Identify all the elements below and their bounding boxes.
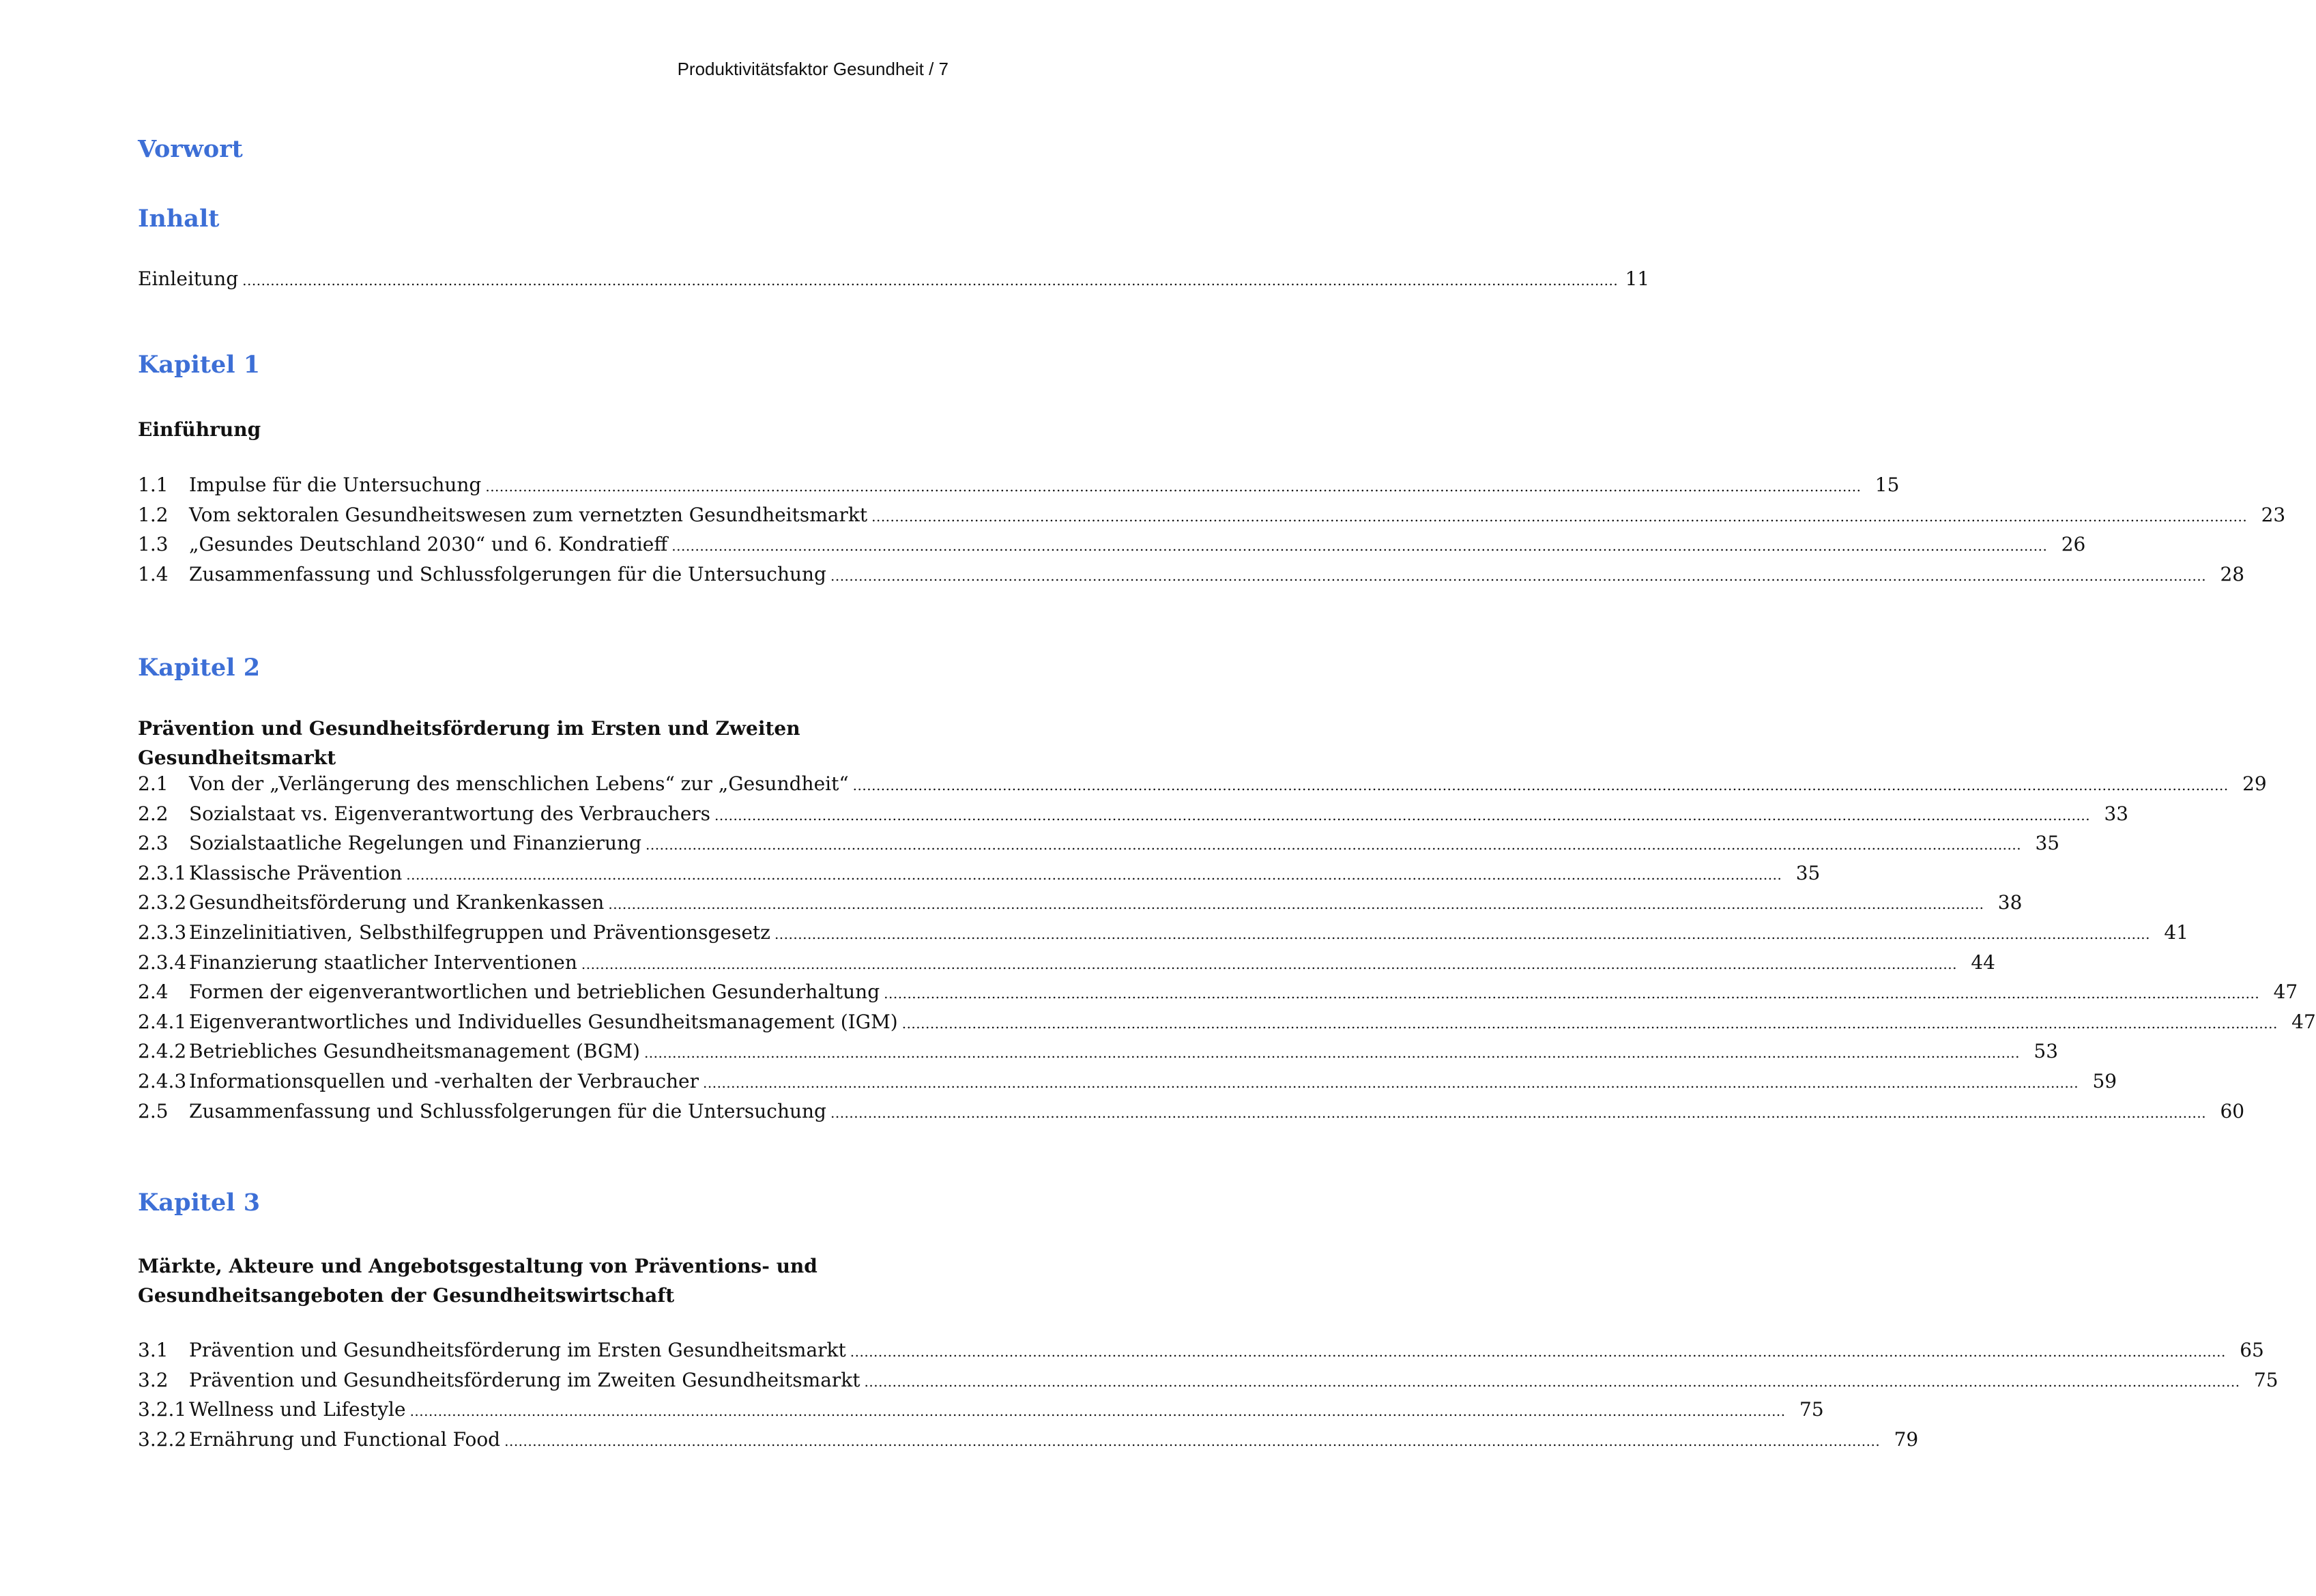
toc-leader-dots: [485, 474, 1861, 496]
toc-entry-number: 2.3.1: [138, 861, 187, 884]
toc-entry-title: Finanzierung staatlicher Interventionen: [189, 951, 577, 974]
toc-entry-page: 28: [2220, 562, 2245, 585]
toc-leader-dots: [608, 891, 1984, 914]
toc-entry[interactable]: [138, 1099, 2245, 1130]
toc-leader-dots: [865, 1369, 2240, 1391]
toc-entry[interactable]: [138, 832, 2060, 862]
heading-inhalt: Inhalt: [138, 205, 220, 233]
toc-entry[interactable]: [138, 861, 1821, 892]
toc-entry-page: 79: [1894, 1427, 1919, 1451]
toc-entry-page: 75: [1799, 1398, 1824, 1421]
toc-entry-title: Gesundheitsförderung und Krankenkassen: [189, 891, 605, 914]
chapter-2-subtitle: Prävention und Gesundheitsförderung im Ersten und Zweiten Gesundheitsmarkt: [138, 717, 800, 769]
toc-entry[interactable]: [138, 1398, 1824, 1428]
toc-entry-page: 26: [2061, 533, 2086, 556]
toc-entry-page: 38: [1997, 891, 2023, 914]
toc-leader-dots: [775, 921, 2150, 944]
running-header: Produktivitätsfaktor Gesundheit / 7: [677, 59, 949, 79]
toc-entry-title: Sozialstaat vs. Eigenverantwortung des Verbrauchers: [189, 802, 711, 825]
toc-leader-dots: [853, 772, 2229, 795]
toc-entry[interactable]: [138, 503, 2286, 534]
toc-entry-page: 35: [1795, 861, 1821, 884]
toc-leader-dots: [830, 563, 2206, 585]
toc-entry-title: Klassische Prävention: [189, 861, 403, 884]
toc-entry-title: Vom sektoralen Gesundheitswesen zum vernetzten Gesundheitsmarkt: [189, 503, 868, 526]
toc-entry-number: 2.3.4: [138, 951, 187, 974]
toc-entry-number: 2.1: [138, 772, 169, 795]
toc-leader-dots: [850, 1339, 2226, 1361]
toc-entry-title: Impulse für die Untersuchung: [189, 474, 482, 496]
toc-leader-dots: [406, 862, 1782, 884]
toc-entry-number: 2.4.2: [138, 1040, 187, 1063]
toc-entry-title: Einleitung: [138, 267, 239, 290]
toc-entry-page: 65: [2240, 1339, 2264, 1361]
toc-entry[interactable]: [138, 474, 1900, 504]
toc-entry-number: 3.2.2: [138, 1427, 187, 1451]
toc-entry-number: 1.4: [138, 562, 169, 585]
toc-entry-title: Wellness und Lifestyle: [189, 1398, 406, 1421]
toc-entry-title: Zusammenfassung und Schlussfolgerungen für die Untersuchung: [189, 562, 826, 585]
toc-entry-page: 60: [2220, 1099, 2245, 1122]
toc-entry-page: 53: [2033, 1040, 2059, 1063]
toc-leader-dots: [644, 1040, 2020, 1062]
toc-entry-number: 3.2.1: [138, 1398, 187, 1421]
toc-entry-number: 2.4: [138, 981, 169, 1004]
chapter-3-subtitle-line-1: Märkte, Akteure und Angebotsgestaltung von Präventions- und: [138, 1255, 817, 1277]
toc-entry-page: 59: [2092, 1069, 2117, 1092]
toc-intro: [138, 267, 1650, 298]
toc-entry-number: 2.3.2: [138, 891, 187, 914]
toc-entry-title: „Gesundes Deutschland 2030“ und 6. Kondratieff: [189, 533, 668, 556]
toc-entry-title: Sozialstaatliche Regelungen und Finanzierung: [189, 832, 642, 855]
toc-entry[interactable]: [138, 1040, 2059, 1070]
toc-entry-number: 2.3: [138, 832, 169, 855]
toc-entry[interactable]: [138, 981, 2298, 1011]
toc-entry-title: Ernährung und Functional Food: [189, 1427, 501, 1451]
chapter-3-subtitle-line-2: Gesundheitsangeboten der Gesundheitswirtschaft: [138, 1284, 675, 1307]
toc-leader-dots: [714, 802, 2090, 825]
chapter-2-heading[interactable]: Kapitel 2: [138, 654, 261, 682]
toc-entry-title: Prävention und Gesundheitsförderung im Zweiten Gesundheitsmarkt: [189, 1368, 860, 1391]
toc-entry-title: Prävention und Gesundheitsförderung im Ersten Gesundheitsmarkt: [189, 1339, 846, 1361]
toc-leader-dots: [703, 1070, 2079, 1092]
toc-entry-number: 2.2: [138, 802, 169, 825]
chapter-3-entries: [138, 1339, 2278, 1457]
toc-entry-number: 2.5: [138, 1099, 169, 1122]
toc-entry-page: 15: [1874, 474, 1900, 496]
toc-leader-dots: [646, 832, 2021, 854]
toc-entry-number: 2.4.1: [138, 1010, 187, 1033]
toc-entry-page: 35: [2035, 832, 2060, 855]
toc-entry-page: 41: [2164, 920, 2189, 944]
toc-entry-title: Einzelinitiativen, Selbsthilfegruppen und Präventionsgesetz: [189, 920, 770, 944]
chapter-1-subtitle: Einführung: [138, 418, 261, 441]
toc-entry[interactable]: [138, 562, 2245, 593]
toc-entry-page: 11: [1625, 267, 1650, 290]
toc-entry-number: 1.3: [138, 533, 169, 556]
toc-entry[interactable]: [138, 533, 2086, 563]
toc-entry-title: Zusammenfassung und Schlussfolgerungen für die Untersuchung: [189, 1099, 826, 1122]
toc-entry[interactable]: [138, 951, 1995, 981]
toc-entry-page: 29: [2242, 772, 2267, 795]
toc-entry[interactable]: [138, 891, 2023, 921]
toc-entry[interactable]: [138, 772, 2267, 802]
toc-leader-dots: [884, 981, 2259, 1003]
chapter-2-entries: [138, 772, 2316, 1129]
toc-entry-page: 47: [2291, 1010, 2316, 1033]
toc-entry[interactable]: [138, 1010, 2316, 1041]
toc-entry-title: Betriebliches Gesundheitsmanagement (BGM): [189, 1040, 640, 1063]
toc-entry-page: 23: [2261, 503, 2286, 526]
toc-entry-number: 2.4.3: [138, 1069, 187, 1092]
heading-vorwort[interactable]: Vorwort: [138, 135, 243, 163]
toc-entry[interactable]: [138, 1339, 2264, 1369]
chapter-3-subtitle: [138, 1251, 939, 1310]
toc-leader-dots: [504, 1428, 1880, 1451]
toc-entry[interactable]: [138, 1427, 1919, 1458]
toc-entry-title: Eigenverantwortliches und Individuelles Gesundheitsmanagement (IGM): [189, 1010, 898, 1033]
chapter-1-entries: [138, 474, 2286, 592]
toc-entry-number: 2.3.3: [138, 920, 187, 944]
chapter-1-heading[interactable]: Kapitel 1: [138, 351, 261, 379]
toc-leader-dots: [830, 1100, 2206, 1122]
toc-entry-einleitung[interactable]: [138, 267, 1650, 298]
toc-entry-title: Formen der eigenverantwortlichen und betrieblichen Gesunderhaltung: [189, 981, 880, 1004]
chapter-3-heading[interactable]: Kapitel 3: [138, 1189, 261, 1217]
toc-leader-dots: [871, 504, 2247, 526]
toc-entry[interactable]: [138, 1368, 2278, 1399]
toc-entry[interactable]: [138, 802, 2129, 832]
toc-entry-page: 47: [2273, 981, 2298, 1004]
toc-entry[interactable]: [138, 1069, 2117, 1100]
toc-entry[interactable]: [138, 920, 2189, 951]
toc-entry-title: Informationsquellen und -verhalten der Verbraucher: [189, 1069, 699, 1092]
toc-leader-dots: [671, 533, 2047, 555]
toc-entry-number: 3.1: [138, 1339, 169, 1361]
toc-entry-number: 1.1: [138, 474, 169, 496]
toc-leader-dots: [581, 951, 1957, 974]
toc-entry-page: 44: [1971, 951, 1995, 974]
toc-leader-dots: [410, 1398, 1786, 1421]
toc-leader-dots: [902, 1011, 2278, 1033]
toc-entry-title: Von der „Verlängerung des menschlichen Lebens“ zur „Gesundheit“: [189, 772, 849, 795]
toc-entry-page: 75: [2253, 1368, 2278, 1391]
toc-leader-dots: [242, 267, 1618, 290]
toc-entry-page: 33: [2104, 802, 2129, 825]
toc-entry-number: 3.2: [138, 1368, 169, 1391]
toc-entry-number: 1.2: [138, 503, 169, 526]
